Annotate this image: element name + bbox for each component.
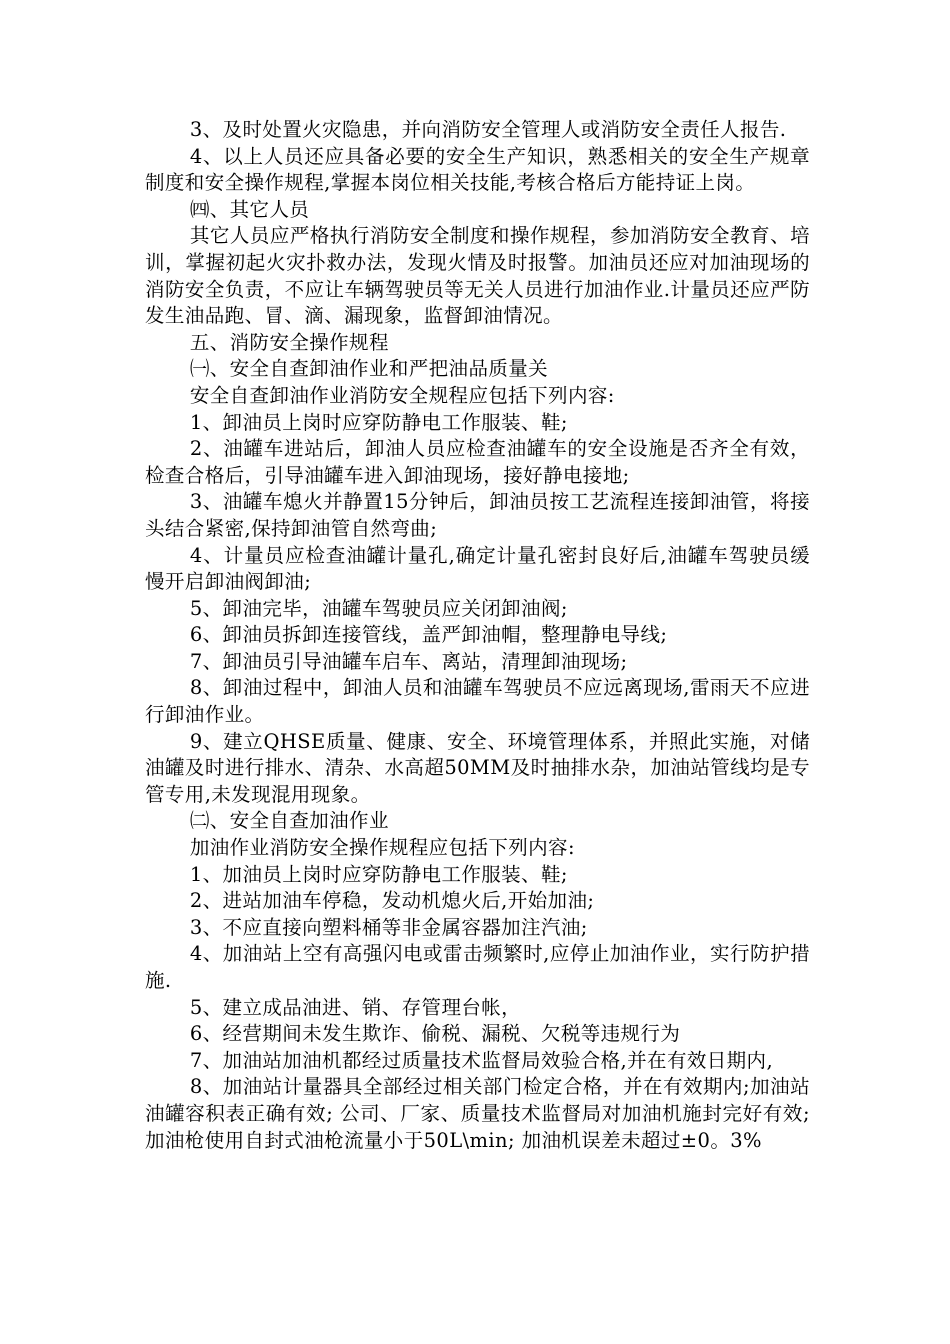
paragraph-other-personnel: 其它人员应严格执行消防安全制度和操作规程，参加消防安全教育、培训，掌握初起火灾扑救办法，发现火情及时报警。加油员还应对加油现场的消防安全负责，不应让车辆驾驶员等无关人员进行加油作业.计量员还应严防发生油品跑、冒、滴、漏现象，监督卸油情况。 [145, 224, 810, 328]
list-item-unloading-8: 8、卸油过程中，卸油人员和油罐车驾驶员不应远离现场,雷雨天不应进行卸油作业。 [145, 676, 810, 727]
list-item-unloading-6: 6、卸油员拆卸连接管线，盖严卸油帽，整理静电导线; [189, 623, 668, 647]
paragraph-unloading-intro: 安全自查卸油作业消防安全规程应包括下列内容: [189, 383, 615, 407]
list-item-unloading-4: 4、计量员应检查油罐计量孔,确定计量孔密封良好后,油罐车驾驶员缓慢开启卸油阀卸油; [145, 543, 810, 594]
section-heading-other-personnel: ㈣、其它人员 [189, 197, 310, 221]
list-item-refueling-7: 7、加油站加油机都经过质量技术监督局效验合格,并在有效日期内, [189, 1048, 774, 1072]
list-item-refueling-5: 5、建立成品油进、销、存管理台帐， [189, 995, 522, 1019]
paragraph-item-3-fire-hazard: 3、及时处置火灾隐患，并向消防安全管理人或消防安全责任人报告. [189, 118, 787, 141]
paragraph-refueling-intro: 加油作业消防安全操作规程应包括下列内容: [189, 836, 575, 860]
list-item-refueling-1: 1、加油员上岗时应穿防静电工作服装、鞋; [189, 862, 568, 886]
paragraph-item-4-safety-knowledge: 4、以上人员还应具备必要的安全生产知识，熟悉相关的安全生产规章制度和安全操作规程,掌握本岗位相关技能,考核合格后方能持证上岗。 [145, 144, 810, 195]
list-item-unloading-7: 7、卸油员引导油罐车启车、离站，清理卸油现场; [189, 649, 628, 673]
subsection-heading-unloading: ㈠、安全自查卸油作业和严把油品质量关 [189, 357, 549, 381]
list-item-unloading-5: 5、卸油完毕，油罐车驾驶员应关闭卸油阀; [189, 596, 568, 620]
list-item-unloading-9: 9、建立QHSE质量、健康、安全、环境管理体系，并照此实施，对储油罐及时进行排水、清杂、水高超50MM及时抽排水杂，加油站管线均是专管专用,未发现混用现象。 [145, 729, 810, 806]
list-item-refueling-4: 4、加油站上空有高强闪电或雷击频繁时,应停止加油作业，实行防护措施. [145, 942, 810, 992]
list-item-refueling-3: 3、不应直接向塑料桶等非金属容器加注汽油; [189, 915, 588, 939]
list-item-refueling-8: 8、加油站计量器具全部经过相关部门检定合格，并在有效期内;加油站油罐容积表正确有效; 公司、厂家、质量技术监督局对加油机施封完好有效; 加油枪使用自封式油枪流量小于50L\min; 加油机误差未超过±0。3% [145, 1075, 810, 1152]
list-item-refueling-6: 6、经营期间未发生欺诈、偷税、漏税、欠税等违规行为 [189, 1022, 681, 1046]
list-item-unloading-2: 2、油罐车进站后，卸油人员应检查油罐车的安全设施是否齐全有效，检查合格后，引导油罐车进入卸油现场，接好静电接地; [145, 437, 810, 487]
section-heading-operating-rules: 五、消防安全操作规程 [189, 330, 389, 354]
list-item-unloading-3: 3、油罐车熄火并静置15分钟后，卸油员按工艺流程连接卸油管，将接头结合紧密,保持卸油管自然弯曲; [145, 490, 810, 540]
list-item-refueling-2: 2、进站加油车停稳，发动机熄火后,开始加油; [189, 889, 595, 913]
list-item-unloading-1: 1、卸油员上岗时应穿防静电工作服装、鞋; [189, 410, 568, 434]
subsection-heading-refueling: ㈡、安全自查加油作业 [189, 809, 389, 833]
document-body [145, 117, 810, 1154]
